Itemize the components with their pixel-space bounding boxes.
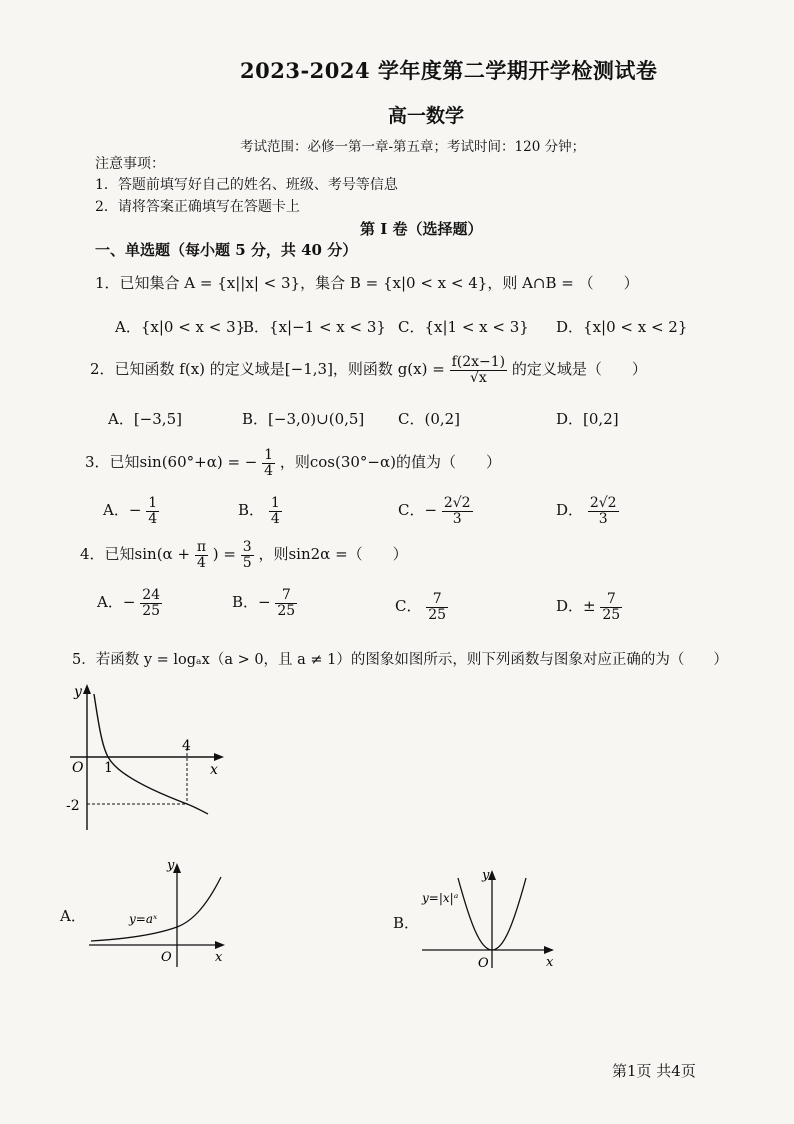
question-4-option-d: [556, 592, 622, 622]
option-fraction: [275, 588, 297, 618]
option-label: B．: [238, 501, 265, 520]
log-curve: [94, 694, 208, 814]
x-axis-arrow: [215, 941, 225, 949]
axis-label-x: x: [210, 762, 218, 778]
x-axis-arrow: [214, 753, 224, 761]
option-label: C．: [398, 501, 425, 520]
fraction-denominator: 3: [598, 510, 608, 527]
fraction-denominator: √x: [469, 369, 487, 386]
section-title: 第 I 卷（选择题）: [360, 220, 483, 238]
fraction-denominator: 4: [264, 462, 274, 479]
function-label: y=|x|ᵃ: [422, 891, 459, 905]
option-fraction: [442, 496, 473, 526]
question-1-stem: 1．已知集合 A = {x||x| < 3}，集合 B = {x|0 < x < 4}，则 A∩B = （ ）: [95, 274, 639, 292]
axis-label-x: x: [546, 955, 554, 970]
axis-label-y: y: [74, 684, 82, 700]
fraction-numerator: 2√2: [589, 495, 617, 511]
question-3-option-b: [238, 496, 282, 526]
question-3-stem: [85, 448, 501, 478]
fraction-denominator: 4: [196, 554, 206, 571]
notice-item: 1．答题前填写好自己的姓名、班级、考号等信息: [95, 177, 398, 193]
question-2-option-c: C．(0,2]: [398, 410, 461, 428]
fraction-denominator: 4: [148, 510, 158, 527]
option-b-graph: [418, 862, 563, 974]
log-function-graph: [60, 680, 230, 840]
exponential-curve: [91, 877, 221, 941]
fraction-numerator: 1: [264, 447, 274, 463]
option-label: C．: [395, 597, 422, 616]
exam-subject: 高一数学: [388, 105, 465, 127]
question-4-option-c: [395, 592, 448, 622]
option-fraction: [426, 592, 448, 622]
question-2-stem: [90, 355, 647, 385]
origin-label: O: [72, 760, 84, 776]
option-sign: ±: [583, 597, 596, 616]
exam-info: 考试范围：必修一第一章-第五章；考试时间：120 分钟；: [240, 139, 586, 155]
question-4-fraction-2: [241, 540, 254, 570]
option-fraction: [269, 496, 282, 526]
question-1-option-d: D．{x|0 < x < 2}: [556, 318, 688, 336]
question-3-option-c: [398, 496, 473, 526]
fraction-denominator: 25: [277, 602, 296, 619]
fraction-numerator: 7: [275, 588, 297, 604]
question-4-stem-mid: ) =: [212, 545, 236, 564]
axis-label-x: x: [215, 950, 223, 965]
question-4-stem: [80, 540, 408, 570]
fraction-numerator: 2√2: [443, 495, 471, 511]
origin-label: O: [161, 950, 172, 965]
question-5-option-b-label: B．: [393, 914, 420, 932]
page-footer: 第1页 共4页: [612, 1062, 696, 1080]
option-label: B．: [232, 593, 259, 612]
question-4-fraction-1: [195, 540, 208, 570]
part-title: 一、单选题（每小题 5 分，共 40 分）: [95, 241, 358, 259]
question-4-option-b: [232, 588, 297, 618]
question-4-stem-pre: 4．已知sin(α +: [80, 545, 191, 564]
notice-heading: 注意事项：: [95, 156, 165, 172]
question-5-stem: 5．若函数 y = logₐx（a > 0，且 a ≠ 1）的图象如图所示，则下列函数与图象对应正确的为（ ）: [72, 652, 728, 668]
fraction-numerator: 3: [242, 539, 252, 555]
question-5-option-a-label: A．: [60, 907, 86, 925]
fraction-numerator: f(2x−1): [451, 354, 506, 370]
question-3-fraction: [262, 448, 275, 478]
option-a-graph: [85, 855, 235, 970]
axis-label-y: y: [482, 868, 490, 883]
y-axis-arrow: [83, 684, 91, 694]
option-label: D．: [556, 501, 584, 520]
fraction-denominator: 25: [142, 602, 161, 619]
fraction-denominator: 3: [452, 510, 462, 527]
question-3-option-a: [103, 496, 159, 526]
tick-label-neg2: -2: [66, 798, 80, 814]
fraction-numerator: π: [196, 539, 207, 555]
option-sign: −: [424, 501, 438, 520]
question-2-option-a: A．[−3,5]: [108, 410, 182, 428]
question-2-option-d: D．[0,2]: [556, 410, 619, 428]
question-2-fraction: [450, 355, 508, 385]
question-3-stem-post: ，则cos(30°−α)的值为（ ）: [279, 453, 501, 472]
question-1-option-a: A．{x|0 < x < 3}: [115, 318, 246, 336]
option-sign: −: [128, 501, 142, 520]
option-label: A．: [103, 501, 129, 520]
fraction-numerator: 7: [600, 592, 622, 608]
fraction-numerator: 7: [426, 592, 448, 608]
option-fraction: [600, 592, 622, 622]
option-sign: −: [122, 593, 136, 612]
option-label: D．: [556, 597, 584, 616]
fraction-numerator: 1: [270, 495, 280, 511]
origin-label: O: [478, 956, 489, 971]
option-fraction: [588, 496, 619, 526]
question-3-stem-pre: 3．已知sin(60°+α) = −: [85, 453, 258, 472]
x-axis-arrow: [544, 946, 554, 954]
question-4-option-a: [97, 588, 162, 618]
question-2-stem-post: 的定义域是（ ）: [511, 360, 647, 379]
question-2-stem-pre: 2．已知函数 f(x) 的定义域是[−1,3]，则函数 g(x) =: [90, 360, 445, 379]
fraction-denominator: 5: [242, 554, 252, 571]
fraction-numerator: 1: [148, 495, 158, 511]
option-fraction: [146, 496, 159, 526]
option-label: A．: [97, 593, 123, 612]
exam-title: 2023-2024 学年度第二学期开学检测试卷: [240, 58, 658, 83]
fraction-numerator: 24: [142, 587, 161, 603]
fraction-denominator: 25: [602, 606, 621, 623]
fraction-denominator: 25: [428, 606, 447, 623]
question-1-option-c: C．{x|1 < x < 3}: [398, 318, 529, 336]
tick-label-1: 1: [104, 760, 113, 776]
question-3-option-d: [556, 496, 619, 526]
notice-item: 2．请将答案正确填写在答题卡上: [95, 199, 300, 215]
option-sign: −: [258, 593, 271, 612]
question-4-stem-post: ，则sin2α =（ ）: [258, 545, 408, 564]
option-fraction: [140, 588, 162, 618]
function-label: y=aˣ: [129, 912, 158, 926]
axis-label-y: y: [167, 858, 175, 873]
question-2-option-b: B．[−3,0)∪(0,5]: [242, 410, 365, 428]
question-1-option-b: B．{x|−1 < x < 3}: [243, 318, 386, 336]
tick-label-4: 4: [182, 738, 191, 754]
fraction-denominator: 4: [270, 510, 280, 527]
